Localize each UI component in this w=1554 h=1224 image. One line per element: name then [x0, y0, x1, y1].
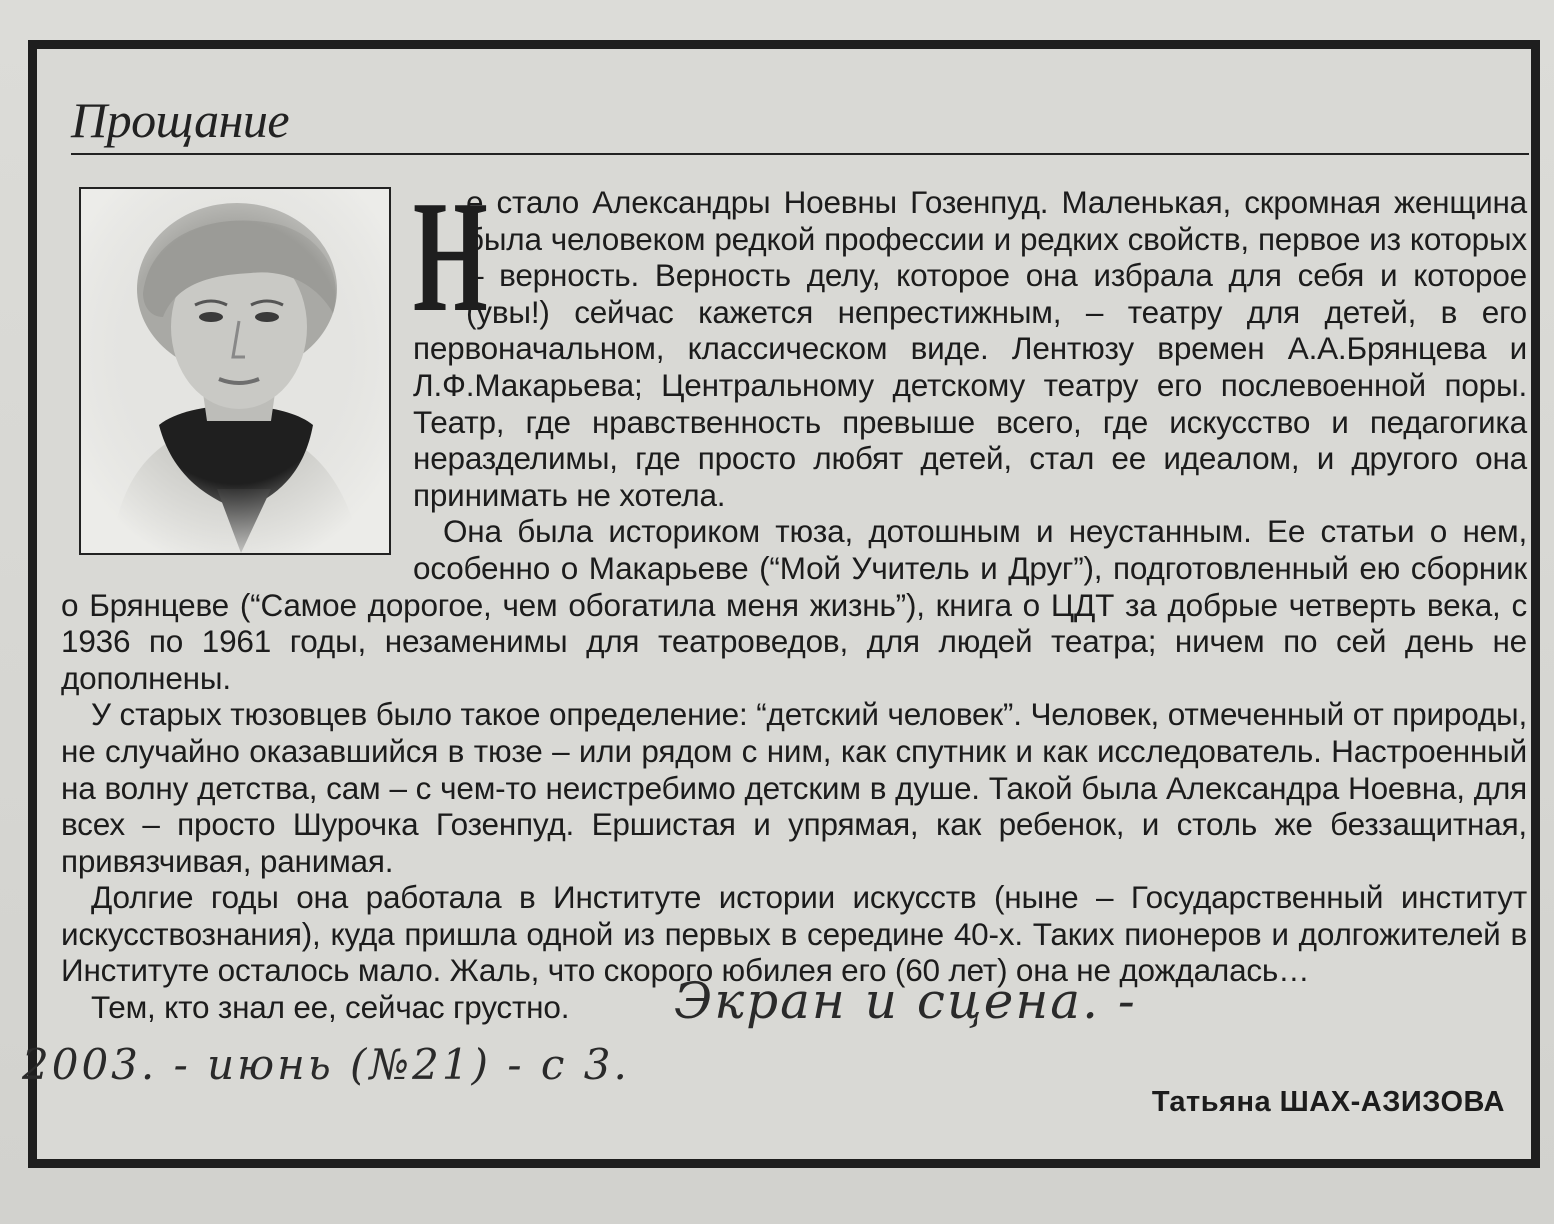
author-byline: Татьяна ШАХ-АЗИЗОВА [1151, 1086, 1505, 1118]
paragraph-4: Долгие годы она работала в Институте истории искусств (ныне – Государственный институт искусствознания), куда пришла одной из первых в середине 40-х. Таких пионеров и долгожителей в Институте осталось мало. Жаль, что скорого юбилея его (60 лет) она не дождалась… [61, 879, 1527, 989]
drop-cap: Н [413, 167, 488, 345]
paragraph-5: Тем, кто знал ее, сейчас грустно. [91, 989, 570, 1026]
heading-rule [71, 153, 1529, 155]
handwritten-date-note: 2003. - июнь (№21) - с 3. [22, 1040, 630, 1089]
paragraph-3: У старых тюзовцев было такое определение: “детский человек”. Человек, отмеченный от природы, не случайно оказавшийся в тюзе – или рядом с ним, как спутник и как исследователь. Настроенный на волну детства, сам – с чем-то неистребимо детским в душе. Такой была Александра Ноевна, для всех – просто Шурочка Гозенпуд. Ершистая и упрямая, как ребенок, и столь же беззащитная, привязчивая, ранимая. [61, 696, 1527, 879]
paragraph-2: Она была историком тюза, дотошным и неустанным. Ее статьи о нем, особенно о Макарьеве (“Мой Учитель и Друг”), подготовленный ею сборник о Брянцеве (“Самое дорогое, чем обогатила меня жизнь”), книга о ЦДТ за добрые четверть века, с 1936 по 1961 годы, незаменимы для театроведов, для людей театра; ничем по сей день не дополнены. [61, 513, 1527, 696]
article-body [61, 167, 1527, 1026]
photo-float-spacer [61, 184, 411, 582]
article-heading: Прощание [71, 92, 290, 148]
paragraph-1: е стало Александры Ноевны Гозенпуд. Маленькая, скромная женщина была человеком редкой профессии и редких свойств, первое из которых – верность. Верность делу, которое она избрала для себя и которое (увы!) сейчас кажется непрестижным, – театру для детей, в его первоначальном, классическом виде. Лентюзу времен А.А.Брянцева и Л.Ф.Макарьева; Центральному детскому театру его послевоенной поры. Театр, где нравственность превыше всего, где искусство и педагогика неразделимы, где просто любят детей, стал ее идеалом, и другого она принимать не хотела. [413, 184, 1527, 513]
handwritten-source-note: Экран и сцена. - [674, 972, 1137, 1030]
